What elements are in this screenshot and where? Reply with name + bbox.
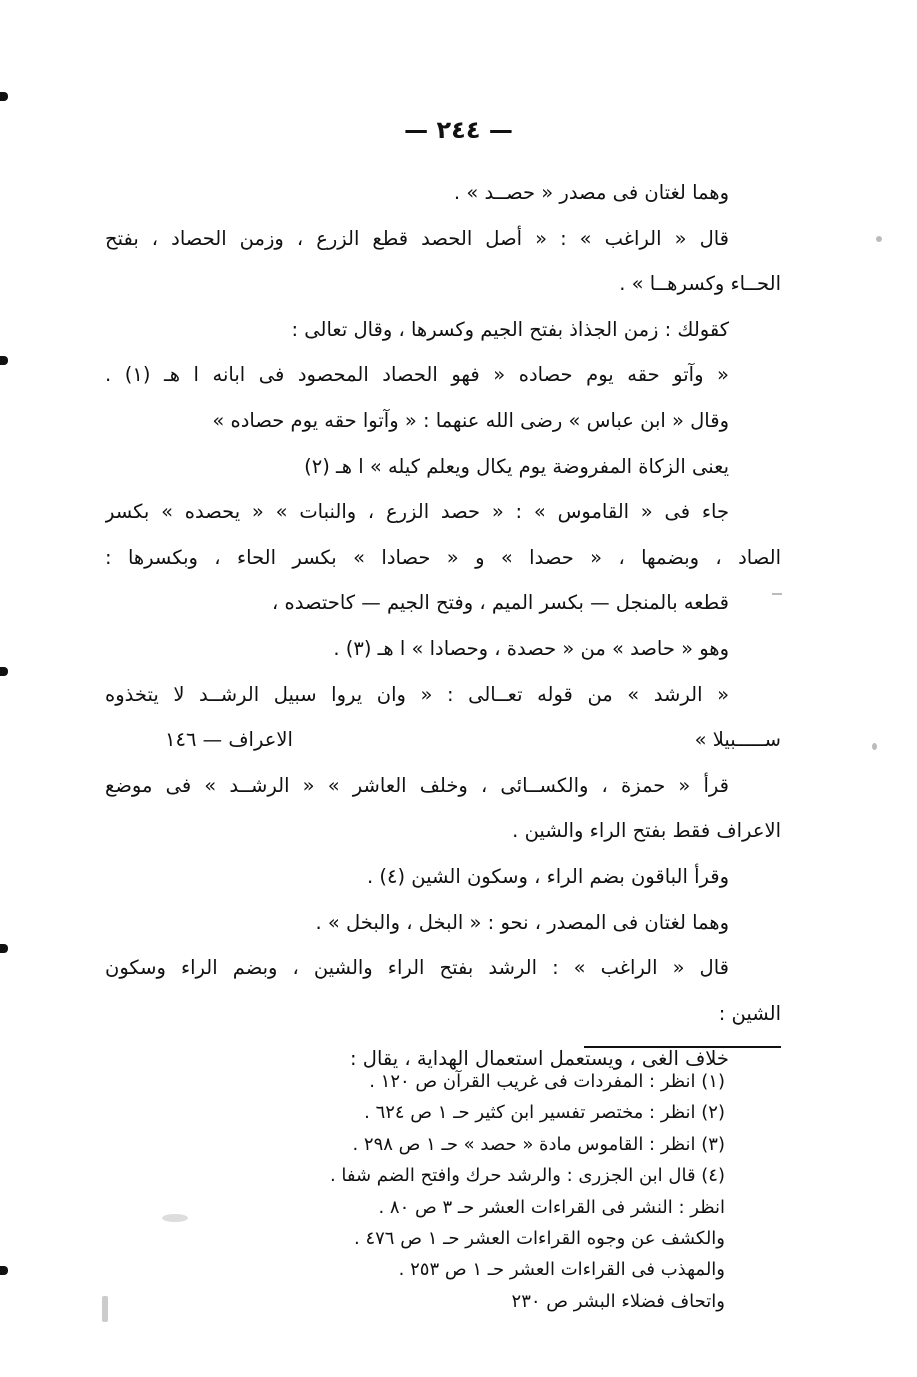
text-line: ســـــبيلا » <box>694 728 781 752</box>
text-line: الشين : <box>718 1001 781 1025</box>
footnote-line: (١) انظر : المفردات فى غريب القرآن ص ١٢٠ . <box>369 1071 725 1092</box>
text-line: جاء فى « القاموس » : « حصد الزرع ، والنبات » « يحصده » بكسر <box>105 500 729 524</box>
scan-margin-mark <box>0 356 8 365</box>
text-line: الحــاء وكسرهــا » . <box>619 272 781 296</box>
footnotes <box>160 1066 725 1317</box>
text-line: « الرشد » من قوله تعــالى : « وان يروا سبيل الرشــد لا يتخذوه <box>105 682 729 706</box>
text-line: وهو « حاصد » من « حصدة ، وحصادا » ا هـ (٣) . <box>333 636 729 660</box>
footnote-separator <box>584 1046 781 1048</box>
text-line: وقرأ الباقون بضم الراء ، وسكون الشين (٤) . <box>366 864 729 888</box>
text-line: خلاف الغى ، ويستعمل استعمال الهداية ، يقال : <box>350 1047 729 1071</box>
text-line: قطعه بالمنجل — بكسر الميم ، وفتح الجيم — كاحتصده ، <box>272 591 729 615</box>
text-line: كقولك : زمن الجذاذ بفتح الجيم وكسرها ، وقال تعالى : <box>291 317 729 341</box>
text-line: قال « الراغب » : الرشد بفتح الراء والشين ، وبضم الراء وسكون <box>105 956 729 980</box>
scan-margin-mark <box>0 92 8 101</box>
text-line-with-reference <box>105 717 781 763</box>
page-number: — ٢٤٤ — <box>404 116 513 144</box>
scan-margin-mark <box>0 944 8 953</box>
text-line: وهما لغتان فى مصدر « حصــد » . <box>453 181 729 204</box>
text-line: « وآتو حقه يوم حصاده « فهو الحصاد المحصود فى ابانه ا هـ (١) . <box>105 363 729 387</box>
text-line: وقال « ابن عباس » رضى الله عنهما : « وآتوا حقه يوم حصاده » <box>212 408 729 432</box>
text-line: الاعراف فقط بفتح الراء والشين . <box>512 819 781 843</box>
footnote-line: والمهذب فى القراءات العشر حـ ١ ص ٢٥٣ . <box>398 1259 725 1281</box>
scan-margin-mark <box>0 1266 8 1275</box>
footnote-line: (٢) انظر : مختصر تفسير ابن كثير حـ ١ ص ٦٢٤ . <box>364 1102 725 1124</box>
scan-speck <box>772 593 782 595</box>
text-line: الصاد ، وبضمها ، « حصدا » و « حصادا » بكسر الحاء ، وبكسرها : <box>105 545 781 569</box>
footnote-line: (٤) قال ابن الجزرى : والرشد حرك وافتح الضم شفا . <box>329 1165 725 1187</box>
scan-margin-mark <box>0 667 8 676</box>
footnote-line: (٣) انظر : القاموس مادة « حصد » حـ ١ ص ٢٩٨ . <box>352 1133 725 1155</box>
scan-speck <box>872 743 877 750</box>
scan-speck <box>102 1296 108 1322</box>
text-line: وهما لغتان فى المصدر ، نحو : « البخل ، والبخل » . <box>315 910 729 934</box>
text-line: قال « الراغب » : « أصل الحصد قطع الزرع ، وزمن الحصاد ، بفتح <box>105 226 729 250</box>
main-text <box>105 170 781 1082</box>
scan-speck <box>162 1214 188 1222</box>
footnote-line: واتحاف فضلاء البشر ص ٢٣٠ <box>511 1290 725 1312</box>
text-line: قرأ « حمزة ، والكســائى ، وخلف العاشر » « الرشــد » فى موضع <box>105 773 729 797</box>
verse-reference: الاعراف — ١٤٦ <box>165 728 293 752</box>
footnote-line: والكشف عن وجوه القراءات العشر حـ ١ ص ٤٧٦ . <box>354 1227 725 1249</box>
footnote-line: انظر : النشر فى القراءات العشر حـ ٣ ص ٨٠ . <box>378 1196 725 1218</box>
text-line: يعنى الزكاة المفروضة يوم يكال ويعلم كيله » ا هـ (٢) <box>304 454 729 478</box>
scan-speck <box>876 236 882 242</box>
